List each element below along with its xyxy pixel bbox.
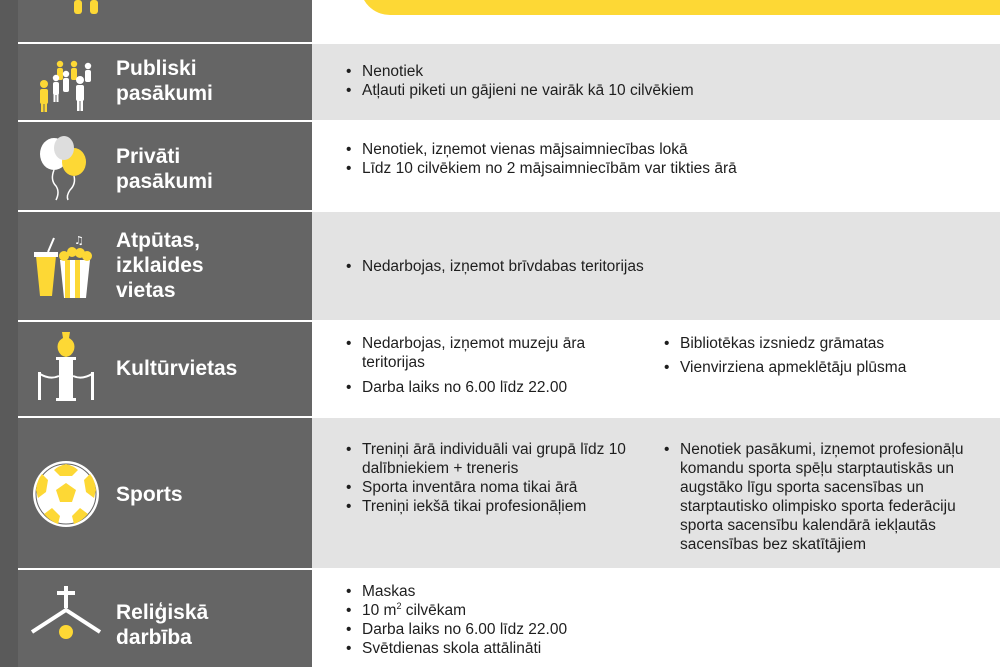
rule-item: • Nenotiek xyxy=(344,62,984,81)
rule-item: • Nedarbojas, izņemot muzeju āra teritorijas xyxy=(344,334,634,372)
rule-item: • Svētdienas skola attālināti xyxy=(344,639,984,658)
rules-list xyxy=(344,140,984,178)
rule-item: • Nenotiek pasākumi, izņemot profesionāļu komandu sporta spēļu starptautiskās un augstāko līgu sporta sacensības un starptautisko olimpisko sporta federāciju sporta sacensību kalendārā iekļautās sacensības bez skatītājiem xyxy=(662,440,1000,554)
people-group-icon xyxy=(30,48,102,120)
row-public-events xyxy=(0,42,1000,120)
rule-item: • Līdz 10 cilvēkiem no 2 mājsaimniecībām var tikties ārā xyxy=(344,159,984,178)
church-cross-icon xyxy=(30,580,102,652)
row-category xyxy=(18,120,312,210)
rule-item: • Bibliotēkas izsniedz grāmatas xyxy=(662,334,982,353)
rules-list xyxy=(344,257,984,276)
partial-person-icon xyxy=(70,0,110,16)
row-private-events xyxy=(0,120,1000,210)
row-content xyxy=(312,416,1000,568)
category-title: Publiski pasākumi xyxy=(116,57,213,105)
row-cultural-venues xyxy=(0,320,1000,416)
row-category xyxy=(18,568,312,667)
row-category xyxy=(18,320,312,416)
row-category xyxy=(18,210,312,320)
row-category xyxy=(18,416,312,568)
row-content xyxy=(312,120,1000,210)
row-category xyxy=(18,42,312,120)
drink-popcorn-icon xyxy=(30,232,102,304)
rule-item: • Darba laiks no 6.00 līdz 22.00 xyxy=(344,620,984,639)
row-leisure-venues xyxy=(0,210,1000,320)
row-content xyxy=(312,320,1000,416)
rule-item: • Treniņi iekšā tikai profesionāļiem xyxy=(344,497,634,516)
category-title: Kultūrvietas xyxy=(116,357,238,380)
rules-list-secondary xyxy=(662,334,982,377)
svg-text:♫: ♫ xyxy=(74,234,84,247)
rule-item: • Sporta inventāra noma tikai ārā xyxy=(344,478,634,497)
row-content xyxy=(312,568,1000,667)
row-content xyxy=(312,210,1000,320)
rule-item: • Maskas xyxy=(344,582,984,601)
soccer-ball-icon xyxy=(30,458,102,530)
row-sports xyxy=(0,416,1000,568)
rules-list xyxy=(344,440,634,516)
rules-list xyxy=(344,62,984,100)
museum-vase-icon xyxy=(30,330,102,402)
header-banner xyxy=(360,0,1000,15)
category-title: Reliģiskā darbība xyxy=(116,601,209,649)
rule-item: • Nedarbojas, izņemot brīvdabas teritorijas xyxy=(344,257,984,276)
balloons-icon xyxy=(30,130,102,202)
rule-item: • Vienvirziena apmeklētāju plūsma xyxy=(662,358,982,377)
rule-item: • Nenotiek, izņemot vienas mājsaimniecības lokā xyxy=(344,140,984,159)
rules-list xyxy=(344,582,984,658)
rule-item: • Treniņi ārā individuāli vai grupā līdz 10 dalībniekiem + treneris xyxy=(344,440,634,478)
category-title: Atpūtas, izklaides vietas xyxy=(116,229,204,302)
rules-list-secondary xyxy=(662,440,1000,554)
row-religious-activity xyxy=(0,568,1000,667)
category-title: Privāti pasākumi xyxy=(116,145,213,193)
category-title: Sports xyxy=(116,483,183,506)
rule-item: • Darba laiks no 6.00 līdz 22.00 xyxy=(344,378,634,397)
rule-item-area: • 10 $m^2$ cilvēkam xyxy=(344,601,984,620)
row-content xyxy=(312,42,1000,120)
rules-list xyxy=(344,334,634,397)
rule-item: • Atļauti piketi un gājieni ne vairāk kā 10 cilvēkiem xyxy=(344,81,984,100)
